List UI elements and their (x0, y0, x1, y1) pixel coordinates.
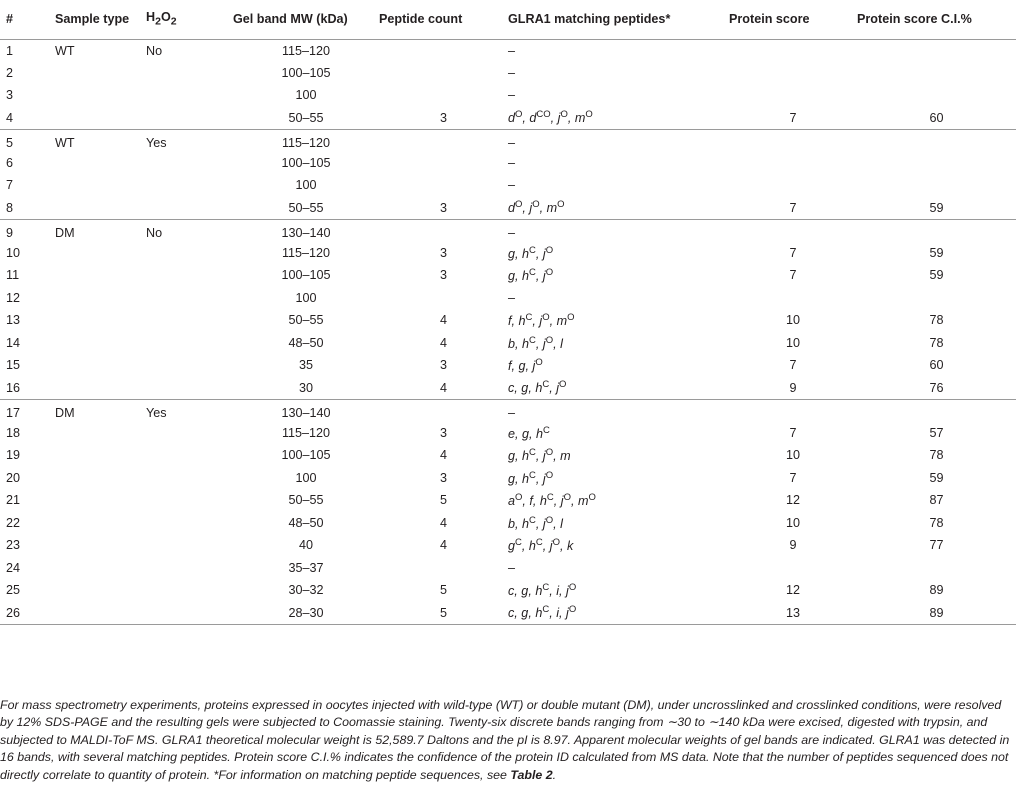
cell-protein-score: 10 (785, 515, 800, 530)
cell-h2o2 (146, 422, 233, 445)
cell-number: 12 (6, 290, 21, 305)
cell-score-ci (857, 39, 1016, 62)
cell-h2o2 (146, 467, 233, 490)
cell-gel-band-mw: 100–105 (281, 448, 331, 463)
cell-protein-score: 7 (789, 268, 797, 283)
cell-peptide-count: 4 (439, 538, 447, 553)
cell-protein-score: 9 (789, 538, 797, 553)
table-row (0, 39, 1016, 62)
cell-number: 9 (6, 225, 14, 240)
cell-gel-band-mw: 115–120 (281, 425, 331, 440)
cell-peptide-count (379, 129, 508, 152)
table-row (0, 174, 1016, 197)
cell-score-ci (857, 84, 1016, 107)
table-row (0, 107, 1016, 130)
cell-h2o2 (146, 107, 233, 130)
col-header-peptide-count: Peptide count (379, 0, 508, 39)
cell-h2o2 (146, 377, 233, 400)
cell-sample-type (55, 579, 146, 602)
cell-score-ci: 76 (857, 377, 1016, 400)
cell-gel-band-mw: 50–55 (288, 313, 324, 328)
cell-peptide-count: 3 (439, 268, 447, 283)
cell-matching-peptides: – (508, 405, 516, 420)
cell-peptide-count: 4 (439, 335, 447, 350)
cell-h2o2 (146, 444, 233, 467)
cell-sample-type: DM (55, 405, 75, 420)
cell-number: 6 (6, 155, 14, 170)
cell-number: 24 (6, 560, 21, 575)
cell-score-ci (857, 399, 1016, 422)
cell-peptide-count (379, 152, 508, 175)
col-header-protein-score: Protein score (729, 0, 857, 39)
cell-matching-peptides: f, $h^C$, $j^O$, $m^O$ (508, 312, 575, 329)
cell-sample-type (55, 152, 146, 175)
table-body (0, 39, 1016, 624)
cell-matching-peptides: $d^O$, $d^{CO}$, $j^O$, $m^O$ (508, 107, 729, 130)
cell-matching-peptides: $g^C$, $h^C$, $j^O$, k (508, 537, 574, 554)
cell-score-ci: 59 (929, 268, 944, 283)
cell-peptide-count: 3 (439, 245, 447, 260)
cell-sample-type (55, 444, 146, 467)
cell-matching-peptides: $d^O$, $j^O$, $m^O$ (508, 197, 729, 220)
cell-number: 22 (6, 515, 21, 530)
cell-gel-band-mw: 50–55 (233, 197, 379, 220)
cell-number: 8 (0, 197, 55, 220)
cell-protein-score: 9 (729, 377, 857, 400)
cell-sample-type (55, 602, 146, 625)
cell-number: 23 (6, 538, 21, 553)
cell-sample-type (55, 467, 146, 490)
cell-sample-type (55, 197, 146, 220)
cell-matching-peptides: – (508, 560, 516, 575)
cell-number: 19 (6, 448, 21, 463)
cell-number: 7 (6, 178, 14, 193)
cell-sample-type (55, 354, 146, 377)
table-row (0, 422, 1016, 445)
table-row (0, 557, 1016, 580)
cell-peptide-count: 4 (379, 377, 508, 400)
cell-gel-band-mw: 100–105 (281, 155, 331, 170)
header-row (0, 0, 1016, 39)
cell-h2o2 (146, 332, 233, 355)
cell-matching-peptides: – (508, 155, 516, 170)
cell-matching-peptides: $a^O$, f, $h^C$, $j^O$, $m^O$ (508, 492, 596, 509)
cell-sample-type: WT (55, 43, 75, 58)
cell-score-ci: 87 (929, 493, 944, 508)
cell-number: 1 (6, 43, 14, 58)
cell-protein-score: 12 (785, 583, 800, 598)
cell-protein-score (729, 287, 857, 310)
cell-peptide-count (379, 84, 508, 107)
cell-protein-score (729, 219, 857, 242)
table-row (0, 579, 1016, 602)
cell-score-ci (857, 152, 1016, 175)
cell-number: 4 (0, 107, 55, 130)
table-row (0, 489, 1016, 512)
cell-score-ci: 89 (857, 602, 1016, 625)
table-row (0, 264, 1016, 287)
cell-score-ci: 78 (929, 313, 944, 328)
cell-matching-peptides: b, $h^C$, $j^O$, l (508, 334, 563, 351)
cell-gel-band-mw: 30 (233, 377, 379, 400)
cell-h2o2 (146, 84, 233, 107)
cell-h2o2 (146, 309, 233, 332)
cell-sample-type (55, 557, 146, 580)
cell-number: 18 (6, 425, 21, 440)
cell-sample-type (55, 174, 146, 197)
cell-h2o2 (146, 152, 233, 175)
cell-score-ci: 78 (929, 448, 944, 463)
cell-number: 11 (6, 268, 20, 283)
cell-matching-peptides: – (508, 135, 516, 150)
cell-peptide-count (379, 39, 508, 62)
col-header-score-ci: Protein score C.I.% (857, 0, 1016, 39)
cell-peptide-count: 5 (439, 583, 447, 598)
cell-protein-score: 7 (789, 358, 797, 373)
cell-gel-band-mw: 100 (295, 178, 317, 193)
cell-sample-type (55, 422, 146, 445)
cell-sample-type (55, 489, 146, 512)
cell-matching-peptides: g, $h^C$, $j^O$, m (508, 447, 571, 464)
table-row (0, 84, 1016, 107)
cell-matching-peptides: c, g, $h^C$, $j^O$ (508, 377, 729, 400)
cell-peptide-count (379, 399, 508, 422)
cell-number: 5 (6, 135, 14, 150)
cell-score-ci: 60 (857, 107, 1016, 130)
footnote-text: For mass spectrometry experiments, proteins expressed in oocytes injected with wild-type (WT) or double mutant (DM), under uncrosslinked and crosslinked conditions, were resolved by 12% SDS-PAGE and the resulting gels were subjected to Coomassie staining. Twenty-six discrete bands ranging from ∼30 to ∼140 kDa were excised, digested with trypsin, and subjected to MALDI-ToF MS. GLRA1 theoretical molecular weight is 52,589.7 Daltons and the pI is 8.97. Apparent molecular weights of gel bands are indicated. GLRA1 was detected in 16 bands, with several matching peptides. Protein score C.I.% indicates the confidence of the protein ID calculated from MS data. Note that the number of peptides sequenced does not directly correlate to quantity of protein. *For information on matching peptide sequences, see (0, 698, 1010, 782)
col-header-h2o2: $H_2O_2$ (146, 0, 233, 39)
cell-number: 25 (6, 583, 21, 598)
cell-peptide-count (379, 557, 508, 580)
cell-matching-peptides: – (508, 65, 516, 80)
cell-protein-score (729, 62, 857, 85)
cell-matching-peptides: – (508, 43, 516, 58)
cell-matching-peptides: g, $h^C$, $j^O$ (508, 244, 554, 261)
table-row (0, 534, 1016, 557)
cell-gel-band-mw: 40 (298, 538, 313, 553)
cell-peptide-count: 4 (439, 313, 447, 328)
cell-h2o2 (146, 579, 233, 602)
table-row (0, 242, 1016, 265)
cell-peptide-count: 3 (439, 425, 447, 440)
cell-peptide-count: 3 (379, 107, 508, 130)
cell-score-ci (857, 557, 1016, 580)
table-row (0, 512, 1016, 535)
cell-h2o2 (146, 354, 233, 377)
cell-sample-type (55, 84, 146, 107)
cell-gel-band-mw: 130–140 (281, 405, 331, 420)
cell-protein-score (729, 129, 857, 152)
cell-peptide-count: 5 (439, 493, 447, 508)
cell-protein-score: 10 (785, 335, 800, 350)
cell-protein-score (729, 84, 857, 107)
cell-h2o2 (146, 62, 233, 85)
cell-score-ci (857, 287, 1016, 310)
cell-protein-score (729, 152, 857, 175)
cell-h2o2 (146, 602, 233, 625)
cell-gel-band-mw: 115–120 (281, 135, 331, 150)
cell-protein-score (729, 174, 857, 197)
cell-protein-score: 7 (789, 425, 797, 440)
table-footnote: For mass spectrometry experiments, proteins expressed in oocytes injected with wild-type (WT) or double mutant (DM), under uncrosslinked and crosslinked conditions, were resolved by 12% SDS-PAGE and the resulting gels were subjected to Coomassie staining. Twenty-six discrete bands ranging from ∼30 to ∼140 kDa were excised, digested with trypsin, and subjected to MALDI-ToF MS. GLRA1 theoretical molecular weight is 52,589.7 Daltons and the pI is 8.97. Apparent molecular weights of gel bands are indicated. GLRA1 was detected in 16 bands, with several matching peptides. Protein score C.I.% indicates the confidence of the protein ID calculated from MS data. Note that the number of peptides sequenced does not directly correlate to quantity of protein. *For information on matching peptide sequences, see Table 2. (0, 698, 1010, 782)
cell-gel-band-mw: 115–120 (281, 245, 331, 260)
col-header-number: # (0, 0, 55, 39)
cell-peptide-count: 5 (379, 602, 508, 625)
cell-number: 15 (6, 358, 21, 373)
cell-protein-score (729, 399, 857, 422)
cell-gel-band-mw: 100 (295, 290, 317, 305)
cell-h2o2 (146, 512, 233, 535)
table-row (0, 399, 1016, 422)
cell-matching-peptides: c, g, $h^C$, i, $j^O$ (508, 602, 729, 625)
cell-protein-score: 10 (785, 313, 800, 328)
table-row (0, 377, 1016, 400)
cell-gel-band-mw: 115–120 (281, 43, 331, 58)
cell-number: 10 (6, 245, 21, 260)
cell-protein-score: 7 (729, 197, 857, 220)
cell-gel-band-mw: 48–50 (288, 515, 324, 530)
cell-h2o2: Yes (146, 405, 167, 420)
cell-h2o2 (146, 534, 233, 557)
cell-number: 2 (6, 65, 14, 80)
cell-matching-peptides: – (508, 88, 516, 103)
cell-matching-peptides: – (508, 225, 516, 240)
cell-protein-score: 10 (785, 448, 800, 463)
table-row (0, 444, 1016, 467)
cell-score-ci: 78 (929, 335, 944, 350)
cell-sample-type (55, 309, 146, 332)
cell-h2o2 (146, 557, 233, 580)
cell-gel-band-mw: 100 (295, 470, 317, 485)
table-row (0, 602, 1016, 625)
cell-peptide-count: 3 (439, 358, 447, 373)
cell-gel-band-mw: 30–32 (288, 583, 324, 598)
cell-score-ci: 59 (929, 245, 944, 260)
cell-number: 21 (6, 493, 21, 508)
cell-number: 20 (6, 470, 21, 485)
cell-matching-peptides: – (508, 178, 516, 193)
cell-protein-score: 12 (785, 493, 800, 508)
col-header-sample-type: Sample type (55, 0, 146, 39)
cell-gel-band-mw: 50–55 (288, 493, 324, 508)
col-header-matching-peptides: GLRA1 matching peptides* (508, 0, 729, 39)
cell-score-ci (857, 219, 1016, 242)
cell-h2o2: No (146, 225, 163, 240)
cell-protein-score: 7 (789, 470, 797, 485)
cell-protein-score: 7 (729, 107, 857, 130)
cell-sample-type: WT (55, 135, 75, 150)
cell-h2o2 (146, 287, 233, 310)
cell-sample-type (55, 287, 146, 310)
table-row (0, 287, 1016, 310)
table-row (0, 219, 1016, 242)
cell-sample-type (55, 512, 146, 535)
cell-matching-peptides: e, g, $h^C$ (508, 424, 550, 441)
cell-peptide-count (379, 62, 508, 85)
cell-peptide-count: 3 (379, 197, 508, 220)
cell-protein-score: 7 (789, 245, 797, 260)
cell-matching-peptides: – (508, 290, 516, 305)
cell-matching-peptides: b, $h^C$, $j^O$, l (508, 514, 563, 531)
cell-score-ci (857, 174, 1016, 197)
cell-protein-score (729, 557, 857, 580)
cell-sample-type: DM (55, 225, 75, 240)
col-header-gel-band: Gel band MW (kDa) (233, 0, 379, 39)
cell-number: 17 (6, 405, 21, 420)
cell-peptide-count: 4 (439, 448, 447, 463)
table-row (0, 152, 1016, 175)
cell-h2o2: No (146, 43, 163, 58)
cell-number: 26 (0, 602, 55, 625)
cell-number: 13 (6, 313, 21, 328)
cell-h2o2 (146, 264, 233, 287)
cell-sample-type (55, 377, 146, 400)
cell-gel-band-mw: 35–37 (288, 560, 324, 575)
cell-score-ci (857, 62, 1016, 85)
cell-protein-score: 13 (729, 602, 857, 625)
cell-gel-band-mw: 100–105 (281, 268, 331, 283)
cell-score-ci: 78 (929, 515, 944, 530)
cell-number: 14 (6, 335, 21, 350)
cell-h2o2 (146, 174, 233, 197)
cell-gel-band-mw: 35 (298, 358, 313, 373)
cell-peptide-count (379, 174, 508, 197)
cell-peptide-count: 3 (439, 470, 447, 485)
cell-matching-peptides: c, g, $h^C$, i, $j^O$ (508, 582, 577, 599)
table-row (0, 354, 1016, 377)
cell-protein-score (729, 39, 857, 62)
cell-score-ci (857, 129, 1016, 152)
cell-sample-type (55, 332, 146, 355)
cell-gel-band-mw: 100–105 (281, 65, 331, 80)
cell-peptide-count (379, 219, 508, 242)
cell-sample-type (55, 264, 146, 287)
cell-peptide-count: 4 (439, 515, 447, 530)
cell-h2o2: Yes (146, 135, 167, 150)
footnote-table-ref: Table 2 (510, 767, 553, 782)
cell-gel-band-mw: 50–55 (233, 107, 379, 130)
cell-score-ci: 89 (929, 583, 944, 598)
cell-score-ci: 59 (929, 470, 944, 485)
cell-gel-band-mw: 48–50 (288, 335, 324, 350)
cell-peptide-count (379, 287, 508, 310)
table-row (0, 197, 1016, 220)
table-row (0, 309, 1016, 332)
cell-gel-band-mw: 100 (295, 88, 317, 103)
table-row (0, 129, 1016, 152)
cell-gel-band-mw: 130–140 (281, 225, 331, 240)
cell-sample-type (55, 534, 146, 557)
cell-number: 3 (6, 88, 14, 103)
cell-score-ci: 60 (929, 358, 944, 373)
cell-score-ci: 77 (929, 538, 944, 553)
cell-h2o2 (146, 489, 233, 512)
cell-gel-band-mw: 28–30 (233, 602, 379, 625)
cell-h2o2 (146, 242, 233, 265)
cell-matching-peptides: g, $h^C$, $j^O$ (508, 469, 554, 486)
cell-number: 16 (0, 377, 55, 400)
cell-score-ci: 59 (857, 197, 1016, 220)
cell-score-ci: 57 (929, 425, 944, 440)
table-row (0, 332, 1016, 355)
table-row (0, 62, 1016, 85)
cell-sample-type (55, 242, 146, 265)
cell-matching-peptides: g, $h^C$, $j^O$ (508, 267, 554, 284)
cell-matching-peptides: f, g, $j^O$ (508, 357, 543, 374)
cell-sample-type (55, 62, 146, 85)
cell-sample-type (55, 107, 146, 130)
cell-h2o2 (146, 197, 233, 220)
table-row (0, 467, 1016, 490)
